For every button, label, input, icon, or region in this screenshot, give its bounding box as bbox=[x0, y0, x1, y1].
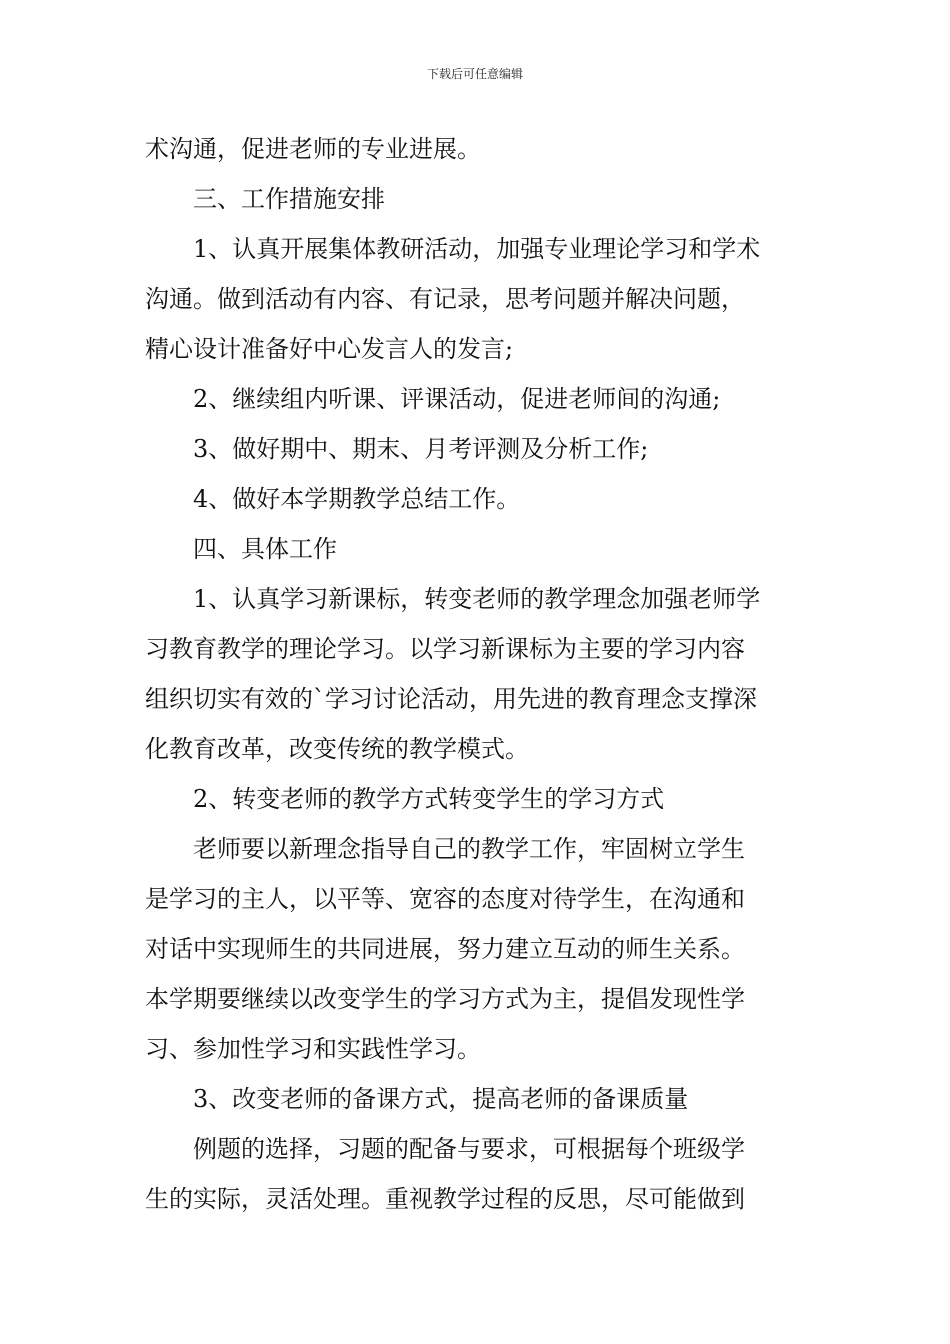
body-line: 组织切实有效的`学习讨论活动，用先进的教育理念支撑深 bbox=[145, 685, 757, 713]
body-line: 老师要以新理念指导自己的教学工作，牢固树立学生 bbox=[193, 835, 745, 863]
body-line: 术沟通，促进老师的专业进展。 bbox=[145, 135, 481, 163]
body-line: 本学期要继续以改变学生的学习方式为主，提倡发现性学 bbox=[145, 985, 745, 1013]
section-heading: 四、具体工作 bbox=[193, 535, 337, 563]
body-line: 化教育改革，改变传统的教学模式。 bbox=[145, 735, 529, 763]
body-line: 生的实际，灵活处理。重视教学过程的反思，尽可能做到 bbox=[145, 1185, 745, 1213]
document-body bbox=[145, 124, 809, 1224]
body-line: 精心设计准备好中心发言人的发言; bbox=[145, 335, 514, 363]
body-line: 4、做好本学期教学总结工作。 bbox=[193, 485, 521, 513]
body-line: 习教育教学的理论学习。以学习新课标为主要的学习内容 bbox=[145, 635, 745, 663]
body-line: 对话中实现师生的共同进展，努力建立互动的师生关系。 bbox=[145, 935, 745, 963]
page-header: 下载后可任意编辑 bbox=[426, 67, 523, 81]
body-line: 1、认真开展集体教研活动，加强专业理论学习和学术 bbox=[193, 235, 761, 263]
body-line: 是学习的主人，以平等、宽容的态度对待学生，在沟通和 bbox=[145, 885, 745, 913]
subsection-heading: 2、转变老师的教学方式转变学生的学习方式 bbox=[193, 785, 665, 813]
subsection-heading: 3、改变老师的备课方式，提高老师的备课质量 bbox=[193, 1085, 689, 1113]
body-line: 例题的选择，习题的配备与要求，可根据每个班级学 bbox=[193, 1135, 745, 1163]
body-line: 沟通。做到活动有内容、有记录，思考问题并解决问题， bbox=[145, 285, 745, 313]
section-heading: 三、工作措施安排 bbox=[193, 185, 385, 213]
body-line: 习、参加性学习和实践性学习。 bbox=[145, 1035, 481, 1063]
body-line: 1、认真学习新课标，转变老师的教学理念加强老师学 bbox=[193, 585, 761, 613]
body-line: 3、做好期中、期末、月考评测及分析工作; bbox=[193, 435, 649, 463]
body-line: 2、继续组内听课、评课活动，促进老师间的沟通; bbox=[193, 385, 721, 413]
